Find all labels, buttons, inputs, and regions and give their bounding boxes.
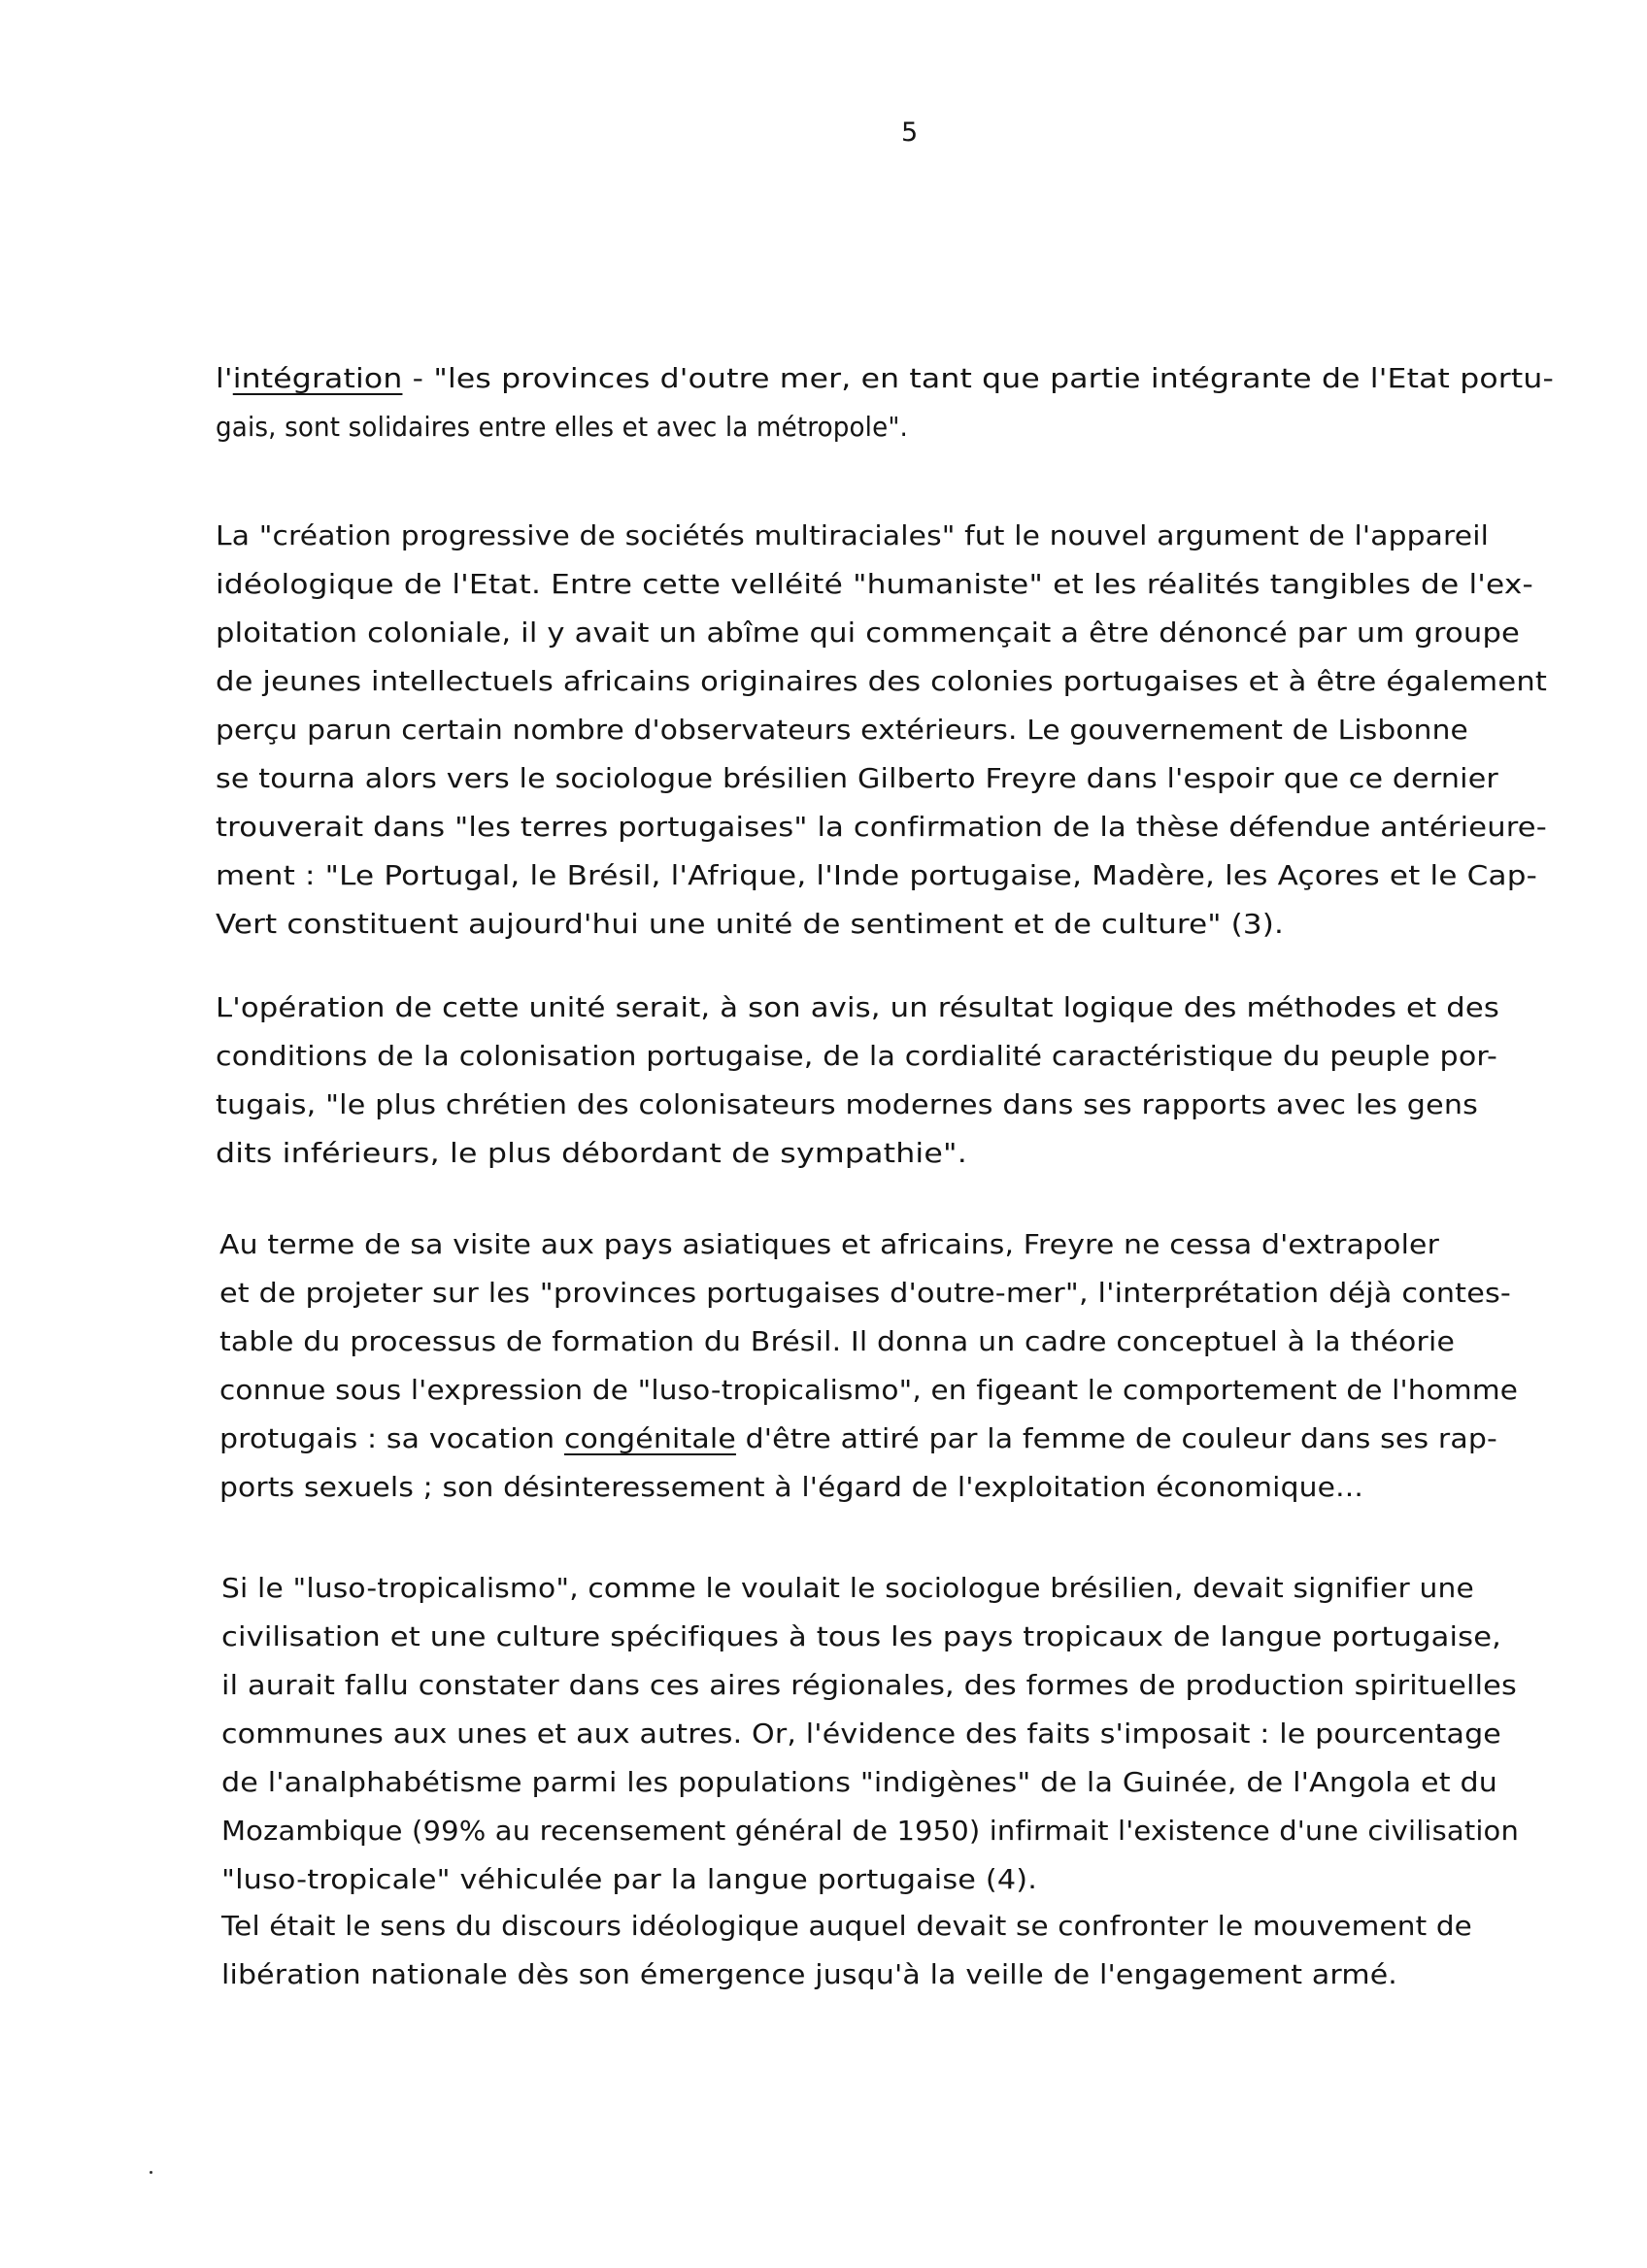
line-text: trouverait dans "les terres portugaises" la confirmation de la thèse défendue antérieure- — [216, 811, 1547, 843]
text-line — [221, 1862, 1037, 1897]
text-line — [221, 1909, 1472, 1944]
text-line — [221, 1619, 1501, 1654]
line-text: ports sexuels ; son désinteressement à l'égard de l'exploitation économique... — [219, 1471, 1364, 1503]
line-text: dits inférieurs, le plus débordant de sympathie". — [216, 1137, 967, 1169]
text-line — [221, 1814, 1519, 1849]
line-text: communes aux unes et aux autres. Or, l'évidence des faits s'imposait : le pourcentage — [221, 1718, 1501, 1750]
line-text: idéologique de l'Etat. Entre cette velléité "humaniste" et les réalités tangibles de l'ex- — [216, 568, 1533, 600]
text-line — [216, 858, 1537, 893]
line-text: et de projeter sur les "provinces portugaises d'outre-mer", l'interprétation déjà contes- — [219, 1277, 1512, 1309]
text-line — [216, 567, 1533, 602]
text-line — [216, 410, 908, 445]
line-text: Tel était le sens du discours idéologique auquel devait se confronter le mouvement de — [221, 1911, 1472, 1942]
text-line — [221, 1765, 1497, 1800]
text-line — [216, 810, 1547, 845]
line-text: gais, sont solidaires entre elles et avec la métropole". — [216, 411, 908, 443]
text-line — [219, 1276, 1511, 1311]
page-number: 5 — [901, 117, 919, 148]
text-line — [219, 1421, 1497, 1456]
text-line — [219, 1373, 1518, 1408]
line-text: ment : "Le Portugal, le Brésil, l'Afrique, l'Inde portugaise, Madère, les Açores et le Cap- — [216, 859, 1537, 891]
line-text: table du processus de formation du Brésil. Il donna un cadre conceptuel à la théorie — [219, 1325, 1456, 1357]
line-text: civilisation et une culture spécifiques à tous les pays tropicaux de langue portugaise, — [221, 1620, 1502, 1652]
text-line — [216, 664, 1547, 699]
line-text: l' — [216, 363, 233, 394]
line-text: L'opération de cette unité serait, à son avis, un résultat logique des méthodes et des — [216, 992, 1500, 1023]
text-line — [216, 1136, 967, 1171]
text-line — [216, 907, 1284, 942]
line-text: protugais : sa vocation — [219, 1422, 564, 1454]
text-line — [216, 990, 1499, 1025]
line-text: de jeunes intellectuels africains originaires des colonies portugaises et à être également — [216, 665, 1548, 697]
line-text: libération nationale dès son émergence jusqu'à la veille de l'engagement armé. — [221, 1958, 1398, 1990]
line-text: il aurait fallu constater dans ces aires régionales, des formes de production spirituelles — [221, 1669, 1517, 1701]
text-line — [221, 1571, 1474, 1606]
line-text: perçu parun certain nombre d'observateurs extérieurs. Le gouvernement de Lisbonne — [216, 714, 1468, 746]
line-text: ploitation coloniale, il y avait un abîme qui commençait a être dénoncé par um groupe — [216, 617, 1521, 649]
line-text: conditions de la colonisation portugaise, de la cordialité caractéristique du peuple por- — [216, 1040, 1498, 1072]
line-text: se tourna alors vers le sociologue brésilien Gilberto Freyre dans l'espoir que ce dernier — [216, 762, 1498, 794]
text-line — [216, 616, 1520, 650]
text-line — [221, 1717, 1501, 1751]
margin-mark — [150, 2171, 152, 2174]
text-line — [216, 761, 1498, 796]
line-text: Au terme de sa visite aux pays asiatiques et africains, Freyre ne cessa d'extrapoler — [219, 1229, 1440, 1260]
text-line — [219, 1227, 1439, 1262]
text-line — [216, 518, 1489, 553]
text-line — [216, 1087, 1478, 1122]
text-line — [216, 361, 1554, 396]
line-text: tugais, "le plus chrétien des colonisateurs modernes dans ses rapports avec les gens — [216, 1088, 1479, 1120]
text-line — [221, 1668, 1517, 1703]
line-text: La "création progressive de sociétés multiraciales" fut le nouvel argument de l'appareil — [216, 520, 1490, 551]
line-text: d'être attiré par la femme de couleur dans ses rap- — [735, 1422, 1498, 1454]
line-text: Vert constituent aujourd'hui une unité de sentiment et de culture" (3). — [216, 908, 1285, 940]
line-text: Mozambique (99% au recensement général de 1950) infirmait l'existence d'une civilisation — [221, 1815, 1520, 1847]
line-text: - "les provinces d'outre mer, en tant que partie intégrante de l'Etat portu- — [402, 363, 1555, 394]
text-line — [216, 1039, 1497, 1074]
line-text: connue sous l'expression de "luso-tropicalismo", en figeant le comportement de l'homme — [219, 1374, 1519, 1406]
text-line — [219, 1470, 1363, 1505]
text-line — [219, 1324, 1455, 1359]
text-line — [221, 1957, 1397, 1992]
text-line — [216, 713, 1468, 748]
underlined-term: congénitale — [563, 1422, 736, 1454]
line-text: Si le "luso-tropicalismo", comme le voulait le sociologue brésilien, devait signifier une — [221, 1573, 1474, 1604]
line-text: "luso-tropicale" véhiculée par la langue portugaise (4). — [221, 1863, 1037, 1895]
underlined-term: intégration — [232, 363, 403, 394]
line-text: de l'analphabétisme parmi les populations "indigènes" de la Guinée, de l'Angola et du — [221, 1766, 1498, 1798]
